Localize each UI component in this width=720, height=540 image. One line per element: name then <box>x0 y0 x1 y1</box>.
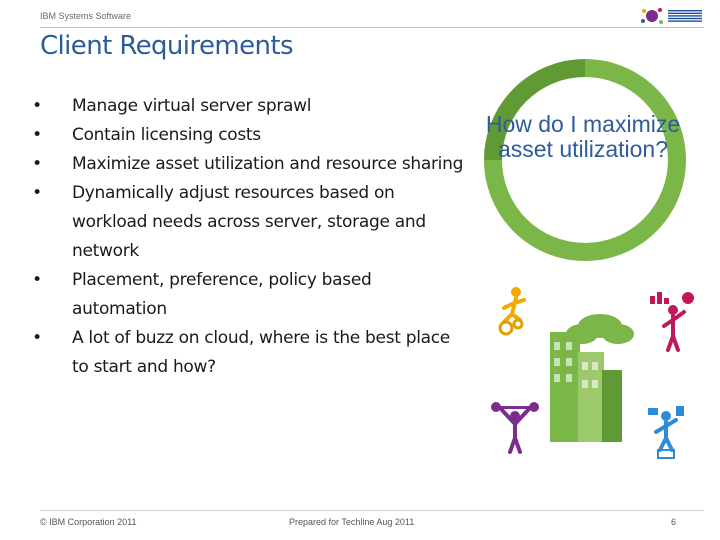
building-icon <box>550 332 622 442</box>
list-item: • Dynamically adjust resources based on workload needs across server, storage and network <box>30 179 452 266</box>
requirements-list <box>30 92 464 382</box>
footer-prepared: Prepared for Techline Aug 2011 <box>289 517 415 527</box>
presenter-icon <box>650 292 694 350</box>
header-label: IBM Systems Software <box>40 11 132 21</box>
bullet-icon: • <box>32 270 42 290</box>
page-number: 6 <box>671 517 677 527</box>
header-divider <box>40 27 704 28</box>
bullet-icon: • <box>32 96 42 116</box>
smarter-planet-icon <box>641 8 663 24</box>
bullet-icon: • <box>32 183 42 203</box>
bullet-icon: • <box>32 154 42 174</box>
ibm-logo <box>636 5 704 27</box>
tech-worker-icon <box>648 406 684 458</box>
runner-icon <box>500 287 524 334</box>
footer-divider <box>40 510 704 511</box>
list-item: • A lot of buzz on cloud, where is the best place to start and how? <box>30 324 452 382</box>
weightlifter-icon <box>491 402 539 452</box>
bullet-icon: • <box>32 328 42 348</box>
bullet-icon: • <box>32 125 42 145</box>
slide-title: Client Requirements <box>40 31 293 61</box>
ibm-logo-stripes <box>668 10 702 22</box>
callout-question: How do I maximize asset utilization? <box>485 111 681 162</box>
list-item: • Placement, preference, policy based automation <box>30 266 452 324</box>
footer-copyright: © IBM Corporation 2011 <box>40 517 137 527</box>
green-ring-graphic <box>440 58 720 268</box>
list-item: • Maximize asset utilization and resource sharing <box>30 150 467 179</box>
list-item: • Manage virtual server sprawl <box>30 92 450 121</box>
list-item: • Contain licensing costs <box>30 121 450 150</box>
cloud-people-illustration <box>490 286 710 486</box>
